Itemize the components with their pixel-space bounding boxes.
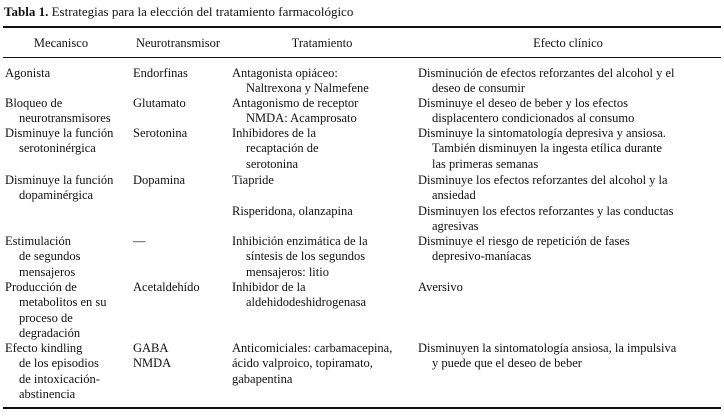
header-tratamiento: Tratamiento xyxy=(291,36,353,50)
cell-efecto xyxy=(418,173,668,204)
cell-line: las primeras semanas xyxy=(432,156,539,171)
cell-line: GABA xyxy=(133,341,169,355)
cell-line: Tiapride xyxy=(232,173,274,187)
cell-tratamiento xyxy=(232,234,368,280)
cell-line: recaptación de xyxy=(246,141,319,156)
cell-efecto xyxy=(418,96,634,127)
cell-line: de intoxicación- xyxy=(19,371,100,386)
cell-line: serotonina xyxy=(246,156,299,171)
cell-line: Acetaldehído xyxy=(133,280,200,294)
cell-line: de segundos xyxy=(19,249,81,264)
cell-mecanismo xyxy=(5,66,50,81)
cell-tratamiento xyxy=(232,173,274,188)
cell-line: Producción de xyxy=(5,280,77,294)
cell-line: Disminución de efectos reforzantes del alcohol y el xyxy=(418,66,675,80)
cell-efecto xyxy=(418,234,630,265)
cell-line: Bloqueo de xyxy=(5,96,63,110)
header-efecto-clinico: Efecto clínico xyxy=(533,36,603,50)
cell-efecto xyxy=(418,280,463,295)
cell-efecto xyxy=(418,66,675,97)
cell-line: Serotonina xyxy=(133,126,188,140)
cell-line: ácido valproico, topiramato, xyxy=(232,356,373,371)
cell-line: Naltrexona y Nalmefene xyxy=(246,81,369,96)
cell-mecanismo xyxy=(5,341,100,403)
cell-tratamiento xyxy=(232,204,353,219)
cell-line: Disminuye la sintomatología depresiva y ansiosa. xyxy=(418,126,666,140)
cell-mecanismo xyxy=(5,280,107,342)
cell-line: Inhibidores de la xyxy=(232,126,317,140)
cell-line: abstinencia xyxy=(19,387,76,402)
cell-neurotransmisor xyxy=(133,280,200,295)
table-header-rule xyxy=(3,57,721,58)
cell-line: metabolitos en su xyxy=(19,295,107,310)
cell-line: dopaminérgica xyxy=(19,188,94,203)
cell-line: Disminuyen los efectos reforzantes y las conductas xyxy=(418,204,674,218)
cell-line: Antagonismo de receptor xyxy=(232,96,359,110)
cell-line: Dopamina xyxy=(133,173,186,187)
cell-line: síntesis de los segundos xyxy=(246,249,366,264)
cell-neurotransmisor xyxy=(133,234,146,249)
cell-line: serotoninérgica xyxy=(19,141,96,156)
cell-line: depresivo-maníacas xyxy=(432,249,532,264)
cell-neurotransmisor xyxy=(133,96,186,111)
cell-line: Endorfinas xyxy=(133,66,188,80)
header-neurotransmisor: Neurotransmisor xyxy=(135,36,220,50)
cell-line: ansiedad xyxy=(432,188,476,203)
cell-line: aldehidodeshidrogenasa xyxy=(246,295,367,310)
cell-mecanismo xyxy=(5,96,111,127)
cell-efecto xyxy=(418,204,673,235)
cell-line: NMDA xyxy=(133,356,172,371)
cell-line: degradación xyxy=(19,326,81,341)
cell-line: Anticomiciales: carbamacepina, xyxy=(232,341,393,355)
cell-line: Antagonista opiáceo: xyxy=(232,66,338,80)
cell-line: Disminuye el deseo de beber y los efectos xyxy=(418,96,629,110)
cell-line: Agonista xyxy=(5,66,51,80)
cell-mecanismo xyxy=(5,234,80,280)
caption-text: Estrategias para la elección del tratamiento farmacológico xyxy=(51,4,354,19)
cell-neurotransmisor xyxy=(133,341,171,372)
cell-line: Disminuye la función xyxy=(5,173,114,187)
cell-neurotransmisor xyxy=(133,126,187,141)
cell-line: Inhibidor de la xyxy=(232,280,306,294)
cell-line: Disminuye la función xyxy=(5,126,114,140)
cell-line: — xyxy=(133,234,146,248)
cell-neurotransmisor xyxy=(133,173,185,188)
cell-tratamiento xyxy=(232,341,392,387)
cell-line: También disminuyen la ingesta etílica durante xyxy=(432,141,662,156)
cell-line: agresivas xyxy=(432,219,479,234)
cell-tratamiento xyxy=(232,126,319,172)
cell-line: y puede que el deseo de beber xyxy=(432,356,582,371)
cell-efecto xyxy=(418,341,676,372)
cell-line: deseo de consumir xyxy=(432,81,526,96)
cell-line: displacentero condicionados al consumo xyxy=(432,111,635,126)
cell-tratamiento xyxy=(232,280,366,311)
cell-line: mensajeros xyxy=(19,264,76,279)
cell-mecanismo xyxy=(5,126,113,157)
caption-label: Tabla 1. xyxy=(4,4,49,19)
cell-line: de los episodios xyxy=(19,356,99,371)
cell-line: NMDA: Acamprosato xyxy=(246,111,357,126)
table-bottom-rule xyxy=(3,407,721,409)
cell-line: Aversivo xyxy=(418,280,463,294)
cell-line: mensajeros: litio xyxy=(246,264,329,279)
cell-line: Disminuye los efectos reforzantes del alcohol y la xyxy=(418,173,668,187)
cell-line: Estimulación xyxy=(5,234,71,248)
cell-mecanismo xyxy=(5,173,113,204)
cell-line: Disminuyen la sintomatología ansiosa, la impulsiva xyxy=(418,341,677,355)
table-caption xyxy=(4,4,353,19)
cell-line: proceso de xyxy=(19,310,73,325)
cell-line: neurotransmisores xyxy=(19,111,111,126)
cell-line: Glutamato xyxy=(133,96,186,110)
table-top-rule xyxy=(3,26,721,28)
cell-line: Efecto kindling xyxy=(5,341,83,355)
cell-line: Disminuye el riesgo de repetición de fases xyxy=(418,234,630,248)
cell-line: gabapentina xyxy=(232,371,293,386)
cell-neurotransmisor xyxy=(133,66,188,81)
cell-line: Risperidona, olanzapina xyxy=(232,204,353,218)
cell-tratamiento xyxy=(232,66,369,97)
cell-line: Inhibición enzimática de la xyxy=(232,234,368,248)
cell-efecto xyxy=(418,126,666,172)
cell-tratamiento xyxy=(232,96,358,127)
header-mecanismo: Mecanisco xyxy=(33,36,89,50)
